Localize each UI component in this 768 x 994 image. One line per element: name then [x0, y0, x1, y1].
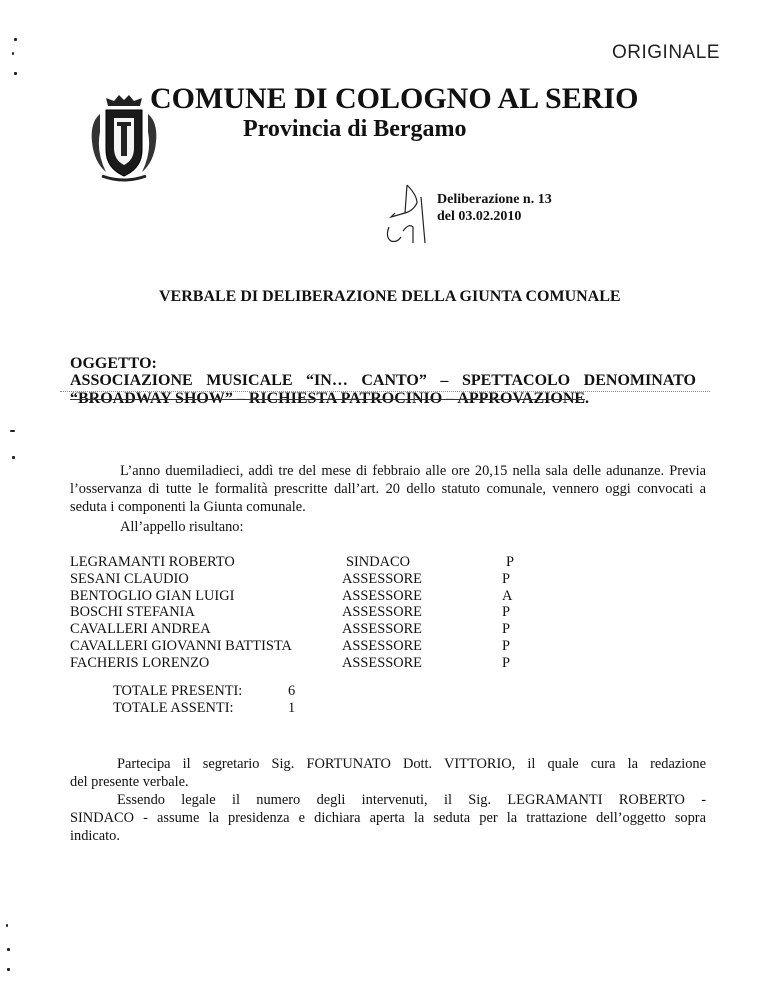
member-status: P [502, 621, 511, 638]
member-row [70, 554, 526, 571]
totals-present-row [113, 683, 295, 700]
closing-line: Essendo legale il numero degli intervenuti, il Sig. LEGRAMANTI ROBERTO - [117, 792, 706, 808]
members-list [70, 554, 526, 672]
oggetto-word: “IN… [306, 372, 348, 389]
oggetto-line-1 [70, 372, 696, 390]
oggetto-word: DENOMINATO [583, 372, 696, 389]
member-status: P [502, 654, 511, 671]
scan-speck [12, 52, 14, 55]
closing-line: SINDACO - assume la presidenza e dichiara aperta la seduta per la trattazione dell’oggetto sopra [70, 810, 706, 826]
member-name: FACHERIS LORENZO [70, 654, 210, 671]
member-name: CAVALLERI ANDREA [70, 621, 211, 638]
scan-speck [7, 968, 10, 971]
scan-speck [14, 38, 17, 41]
member-name: BOSCHI STEFANIA [70, 604, 195, 621]
originale-stamp: ORIGINALE [612, 42, 720, 63]
totals-present-label: TOTALE PRESENTI: [113, 683, 243, 699]
intro-paragraph: L’anno duemiladieci, addì tre del mese di febbraio alle ore 20,15 nella sala delle adunanze. Previa l’osservanza di tutte le formalità prescritte dall’art. 20 dello statuto comunale, vennero oggi convocati a seduta i componenti la Giunta comunale. [70, 463, 706, 515]
member-name: LEGRAMANTI ROBERTO [70, 554, 235, 570]
scan-speck [12, 456, 15, 459]
page-title: COMUNE DI COLOGNO AL SERIO [150, 82, 639, 115]
member-row [70, 621, 526, 638]
member-row [70, 655, 526, 672]
signature-icon [383, 183, 431, 245]
strike-line [70, 399, 585, 400]
oggetto-word: MUSICALE [206, 372, 293, 389]
member-row [70, 638, 526, 655]
member-role: ASSESSORE [342, 604, 422, 621]
member-role: SINDACO [346, 554, 410, 570]
scan-speck [14, 72, 17, 75]
oggetto-word: CANTO” [361, 372, 427, 389]
closing-line: indicato. [70, 828, 120, 844]
page-subtitle: Provincia di Bergamo [243, 116, 467, 142]
scan-speck [10, 430, 15, 432]
member-status: A [502, 587, 513, 604]
closing-line: del presente verbale. [70, 774, 189, 790]
deliberation-info [437, 191, 552, 225]
totals-absent-row [113, 700, 295, 717]
deliberation-date: del 03.02.2010 [437, 209, 522, 224]
totals-absent-value: 1 [288, 700, 296, 716]
member-status: P [502, 637, 511, 654]
member-status: P [502, 570, 511, 587]
member-row [70, 571, 526, 588]
oggetto-label: OGGETTO: [70, 355, 157, 372]
member-name: BENTOGLIO GIAN LUIGI [70, 587, 235, 604]
oggetto-word: – [440, 372, 449, 389]
closing-line: Partecipa il segretario Sig. FORTUNATO Dott. VITTORIO, il quale cura la redazione [117, 756, 706, 772]
member-row [70, 604, 526, 621]
member-name: CAVALLERI GIOVANNI BATTISTA [70, 637, 292, 654]
oggetto-word: SPETTACOLO [461, 372, 571, 389]
totals-present-value: 6 [288, 683, 296, 699]
member-role: ASSESSORE [342, 654, 422, 671]
verbale-title: VERBALE DI DELIBERAZIONE DELLA GIUNTA COMUNALE [159, 288, 621, 305]
appello-label: All’appello risultano: [120, 519, 244, 535]
totals [113, 683, 295, 717]
member-role: ASSESSORE [342, 621, 422, 638]
deliberation-number: Deliberazione n. 13 [437, 192, 552, 207]
scan-speck [7, 948, 10, 951]
member-role: ASSESSORE [342, 637, 422, 654]
totals-absent-label: TOTALE ASSENTI: [113, 700, 234, 716]
oggetto-word: ASSOCIAZIONE [70, 372, 193, 389]
member-status: P [502, 604, 511, 621]
member-row [70, 588, 526, 605]
member-role: ASSESSORE [342, 570, 422, 587]
member-status: P [506, 554, 515, 570]
closing-text [70, 755, 706, 845]
member-name: SESANI CLAUDIO [70, 570, 189, 587]
oggetto-line-2: “BROADWAY SHOW” – RICHIESTA PATROCINIO – APPROVAZIONE. [70, 390, 590, 407]
member-role: ASSESSORE [342, 587, 422, 604]
scan-speck [6, 924, 8, 927]
